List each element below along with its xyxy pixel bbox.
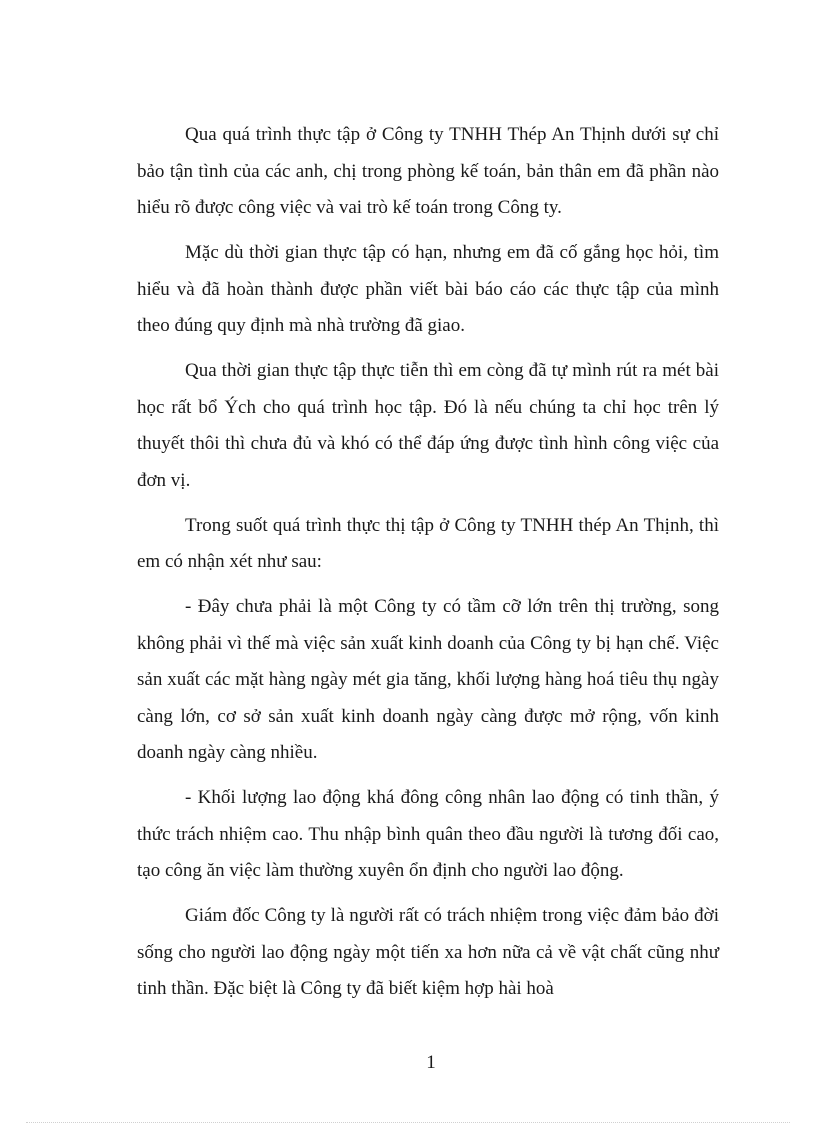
paragraph-2: Mặc dù thời gian thực tập có hạn, nhưng em đã cố gắng học hỏi, tìm hiểu và đã hoàn thành được phần viết bài báo cáo các thực tập của mình theo đúng quy định mà nhà trường đã giao.	[137, 242, 719, 336]
paragraph-1: Qua quá trình thực tập ở Công ty TNHH Thép An Thịnh dưới sự chỉ bảo tận tình của các anh, chị trong phòng kế toán, bản thân em đã phần nào hiểu rõ được công việc và vai trò kế toán trong Công ty.	[137, 124, 719, 218]
paragraph-6: - Khối lượng lao động khá đông công nhân lao động có tinh thần, ý thức trách nhiệm cao. Thu nhập bình quân theo đầu người là tương đối cao, tạo công ăn việc làm thường xuyên ổn định cho người lao động.	[137, 787, 719, 881]
paragraph-5: - Đây chưa phải là một Công ty có tầm cỡ lớn trên thị trường, song không phải vì thế mà việc sản xuất kinh doanh của Công ty bị hạn chế. Việc sản xuất các mặt hàng ngày mét gia tăng, khối lượng hàng hoá tiêu thụ ngày càng lớn, cơ sở sản xuất kinh doanh ngày càng được mở rộng, vốn kinh doanh ngày càng nhiều.	[137, 596, 719, 763]
document-body	[137, 117, 719, 1016]
paragraph-4: Trong suốt quá trình thực thị tập ở Công ty TNHH thép An Thịnh, thì em có nhận xét như sau:	[137, 514, 719, 572]
page-number: 1	[426, 1052, 436, 1073]
paragraph-3: Qua thời gian thực tập thực tiễn thì em còng đã tự mình rút ra mét bài học rất bổ Ých cho quá trình học tập. Đó là nếu chúng ta chỉ học trên lý thuyết thôi thì chưa đủ và khó có thể đáp ứng được tình hình công việc của đơn vị.	[137, 360, 719, 491]
paragraph-7: Giám đốc Công ty là người rất có trách nhiệm trong việc đảm bảo đời sống cho người lao động ngày một tiến xa hơn nữa cả về vật chất cũng như tinh thần. Đặc biệt là Công ty đã biết kiệm hợp hài hoà	[137, 905, 719, 999]
